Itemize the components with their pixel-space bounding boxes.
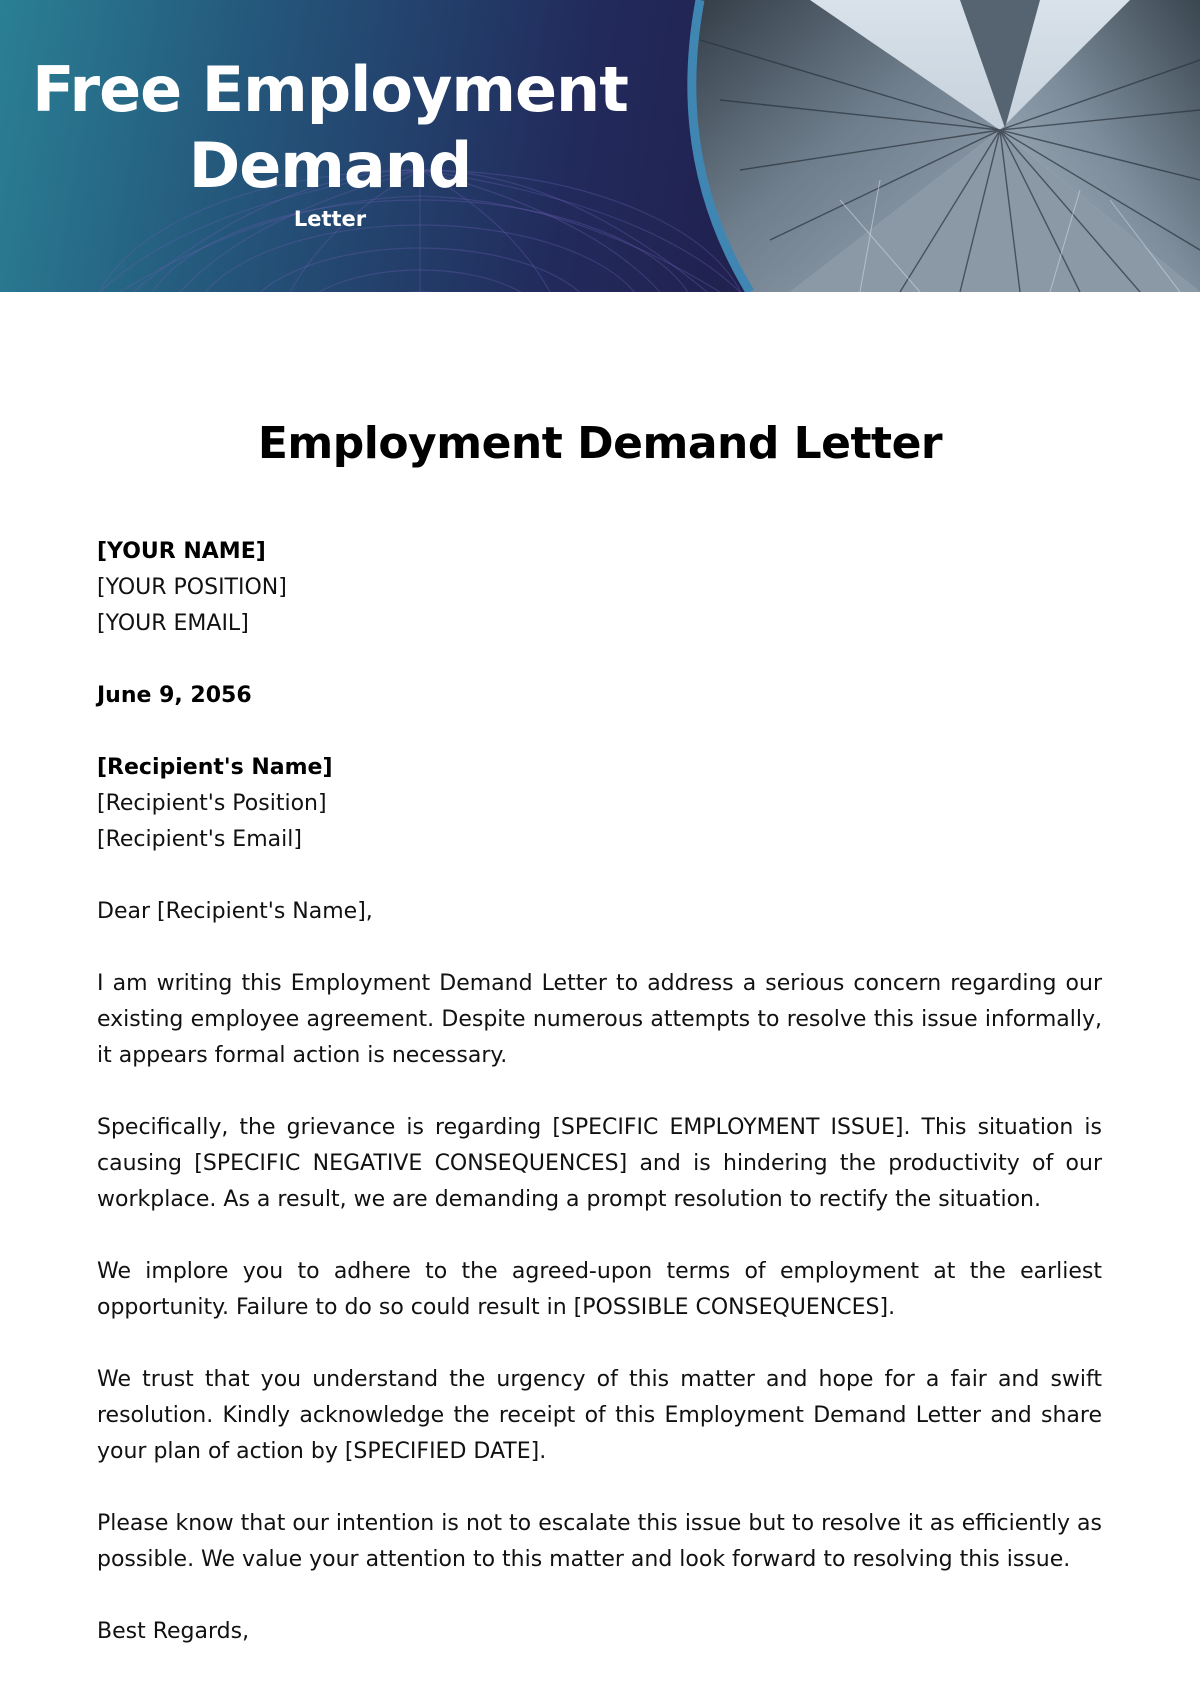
- body-paragraph-4: We trust that you understand the urgency of this matter and hope for a fair and swift resolution. Kindly acknowledge the receipt of this Employment Demand Letter and share your plan of action by [SPECIFIED DATE].: [97, 1367, 1102, 1464]
- spacer: [97, 1578, 1102, 1614]
- spacer: [97, 714, 1102, 750]
- banner-title-line2: Demand: [188, 129, 472, 202]
- spacer: [97, 1326, 1102, 1362]
- sender-email: [YOUR EMAIL]: [97, 611, 249, 636]
- recipient-position: [Recipient's Position]: [97, 791, 327, 816]
- closing: Best Regards,: [97, 1619, 250, 1644]
- spacer: [97, 1218, 1102, 1254]
- skyscraper-photo: [660, 0, 1200, 292]
- recipient-block: [97, 750, 1102, 858]
- document-title: Employment Demand Letter: [257, 418, 943, 469]
- spacer: [97, 1470, 1102, 1506]
- recipient-name: [Recipient's Name]: [97, 755, 333, 780]
- spacer: [97, 930, 1102, 966]
- salutation: Dear [Recipient's Name],: [97, 899, 373, 924]
- body-paragraph-2: Specifically, the grievance is regarding [SPECIFIC EMPLOYMENT ISSUE]. This situation is causing [SPECIFIC NEGATIVE CONSEQUENCES] and is hindering the productivity of our workplace. As a result, we are demanding a prompt resolution to rectify the situation.: [97, 1115, 1102, 1212]
- letter-body: [97, 534, 1102, 1650]
- header-banner: [0, 0, 1200, 292]
- banner-title: [20, 52, 640, 204]
- spacer: [97, 642, 1102, 678]
- spacer: [97, 1074, 1102, 1110]
- letter-date: June 9, 2056: [97, 683, 252, 708]
- banner-subtitle: Letter: [293, 207, 367, 231]
- sender-name: [YOUR NAME]: [97, 539, 266, 564]
- spacer: [97, 858, 1102, 894]
- body-paragraph-3: We implore you to adhere to the agreed-upon terms of employment at the earliest opportunity. Failure to do so could result in [POSSIBLE CONSEQUENCES].: [97, 1259, 1102, 1320]
- recipient-email: [Recipient's Email]: [97, 827, 302, 852]
- sender-position: [YOUR POSITION]: [97, 575, 287, 600]
- body-paragraph-5: Please know that our intention is not to escalate this issue but to resolve it as efficiently as possible. We value your attention to this matter and look forward to resolving this issue.: [97, 1511, 1102, 1572]
- sender-block: [97, 534, 1102, 642]
- body-paragraph-1: I am writing this Employment Demand Letter to address a serious concern regarding our existing employee agreement. Despite numerous attempts to resolve this issue informally, it appears formal action is necessary.: [97, 971, 1102, 1068]
- banner-title-line1: Free Employment: [32, 53, 628, 126]
